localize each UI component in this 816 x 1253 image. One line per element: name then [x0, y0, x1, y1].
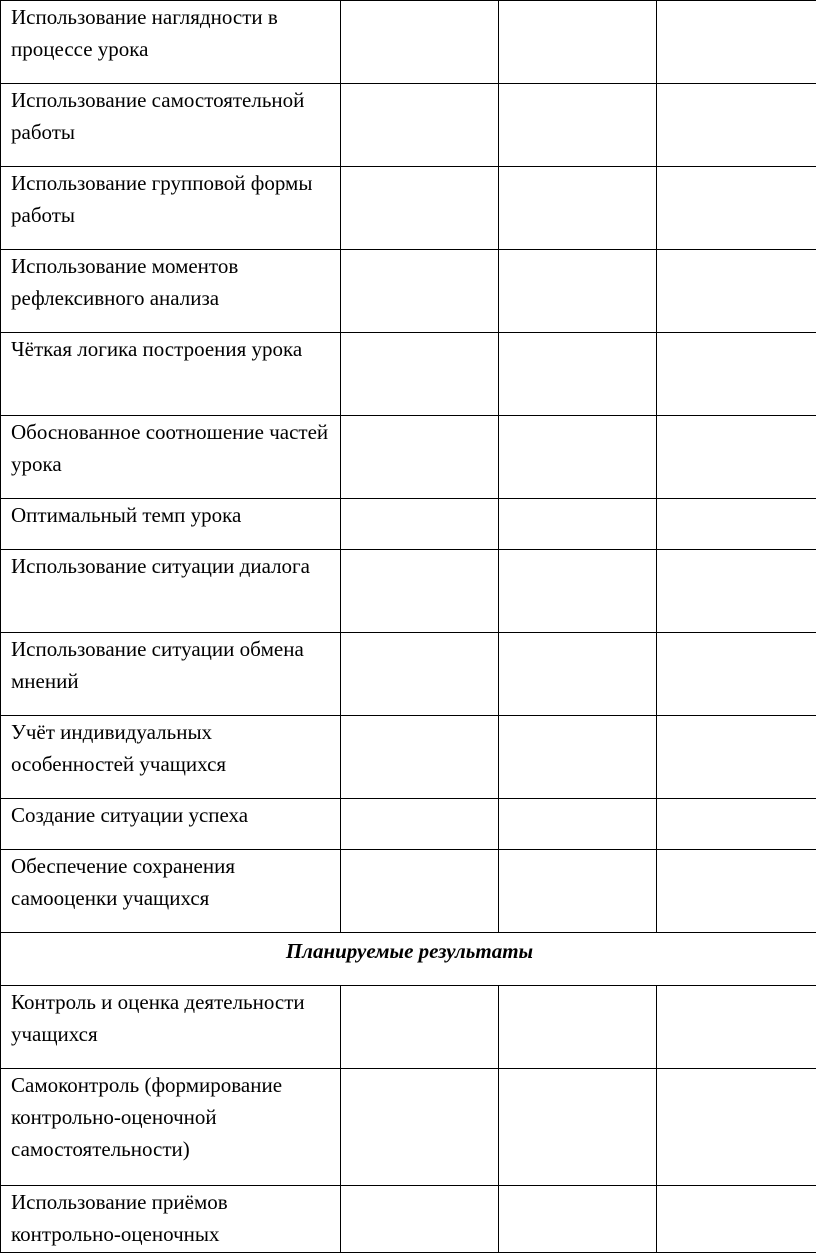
score-cell: [341, 850, 499, 933]
criterion-cell: Обоснованное соотношение частей урока: [1, 416, 341, 499]
criterion-cell: Чёткая логика построения урока: [1, 333, 341, 416]
criterion-cell: Использование приёмов контрольно-оценочных: [1, 1186, 341, 1253]
score-cell: [499, 167, 657, 250]
score-cell: [657, 499, 816, 550]
score-cell: [341, 167, 499, 250]
table-row: [1, 84, 816, 167]
table-row: [1, 333, 816, 416]
score-cell: [657, 84, 816, 167]
score-cell: [657, 550, 816, 633]
criterion-cell: Использование ситуации обмена мнений: [1, 633, 341, 716]
score-cell: [499, 250, 657, 333]
table-row: [1, 716, 816, 799]
score-cell: [341, 333, 499, 416]
score-cell: [657, 1069, 816, 1186]
score-cell: [657, 850, 816, 933]
score-cell: [657, 333, 816, 416]
criterion-cell: Обеспечение сохранения самооценки учащихся: [1, 850, 341, 933]
score-cell: [657, 1, 816, 84]
score-cell: [657, 799, 816, 850]
table-row: [1, 416, 816, 499]
score-cell: [341, 550, 499, 633]
score-cell: [657, 250, 816, 333]
table-row: [1, 250, 816, 333]
score-cell: [499, 1186, 657, 1253]
score-cell: [341, 499, 499, 550]
score-cell: [341, 84, 499, 167]
score-cell: [341, 1, 499, 84]
score-cell: [341, 633, 499, 716]
table-row: [1, 850, 816, 933]
table-row: [1, 167, 816, 250]
score-cell: [657, 633, 816, 716]
criterion-cell: Самоконтроль (формирование контрольно-оценочной самостоятельности): [1, 1069, 341, 1186]
score-cell: [499, 1069, 657, 1186]
score-cell: [499, 986, 657, 1069]
score-cell: [499, 799, 657, 850]
score-cell: [341, 799, 499, 850]
score-cell: [499, 1, 657, 84]
table-row: [1, 799, 816, 850]
criterion-cell: Использование групповой формы работы: [1, 167, 341, 250]
criterion-cell: Учёт индивидуальных особенностей учащихся: [1, 716, 341, 799]
criterion-cell: Создание ситуации успеха: [1, 799, 341, 850]
score-cell: [341, 716, 499, 799]
criterion-cell: Использование моментов рефлексивного анализа: [1, 250, 341, 333]
table-row: [1, 1186, 816, 1253]
score-cell: [341, 416, 499, 499]
criterion-cell: Контроль и оценка деятельности учащихся: [1, 986, 341, 1069]
score-cell: [499, 416, 657, 499]
score-cell: [499, 850, 657, 933]
score-cell: [657, 986, 816, 1069]
criterion-cell: Использование ситуации диалога: [1, 550, 341, 633]
table-row: [1, 1069, 816, 1186]
table-row: [1, 1, 816, 84]
score-cell: [657, 1186, 816, 1253]
table-row: [1, 986, 816, 1069]
score-cell: [341, 986, 499, 1069]
score-cell: [499, 716, 657, 799]
score-cell: [657, 416, 816, 499]
score-cell: [499, 550, 657, 633]
score-cell: [499, 333, 657, 416]
score-cell: [499, 633, 657, 716]
table-row: [1, 633, 816, 716]
table-row: [1, 499, 816, 550]
score-cell: [657, 167, 816, 250]
score-cell: [499, 499, 657, 550]
criterion-cell: Использование наглядности в процессе урока: [1, 1, 341, 84]
score-cell: [657, 716, 816, 799]
criterion-cell: Оптимальный темп урока: [1, 499, 341, 550]
criterion-cell: Использование самостоятельной работы: [1, 84, 341, 167]
section-header-row: [1, 933, 816, 986]
score-cell: [341, 250, 499, 333]
score-cell: [341, 1069, 499, 1186]
section-header: Планируемые результаты: [1, 933, 816, 986]
score-cell: [341, 1186, 499, 1253]
table-row: [1, 550, 816, 633]
score-cell: [499, 84, 657, 167]
